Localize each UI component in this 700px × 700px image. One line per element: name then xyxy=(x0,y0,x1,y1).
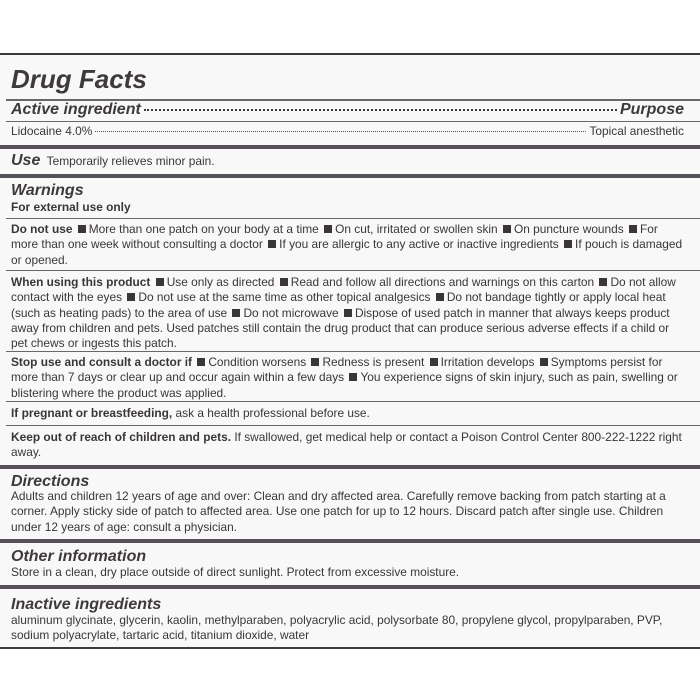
warnings-rule xyxy=(6,218,700,219)
use-text: Temporarily relieves minor pain. xyxy=(46,154,215,168)
bullet-icon xyxy=(503,225,511,233)
stop-use-item: Symptoms persist for more than 7 days or clear up and occur again within a few days xyxy=(11,355,663,385)
active-ingredient-header xyxy=(11,101,684,119)
inactive-heading: Inactive ingredients xyxy=(11,596,162,613)
warnings-rule xyxy=(6,351,700,352)
keep-out-block xyxy=(11,430,688,461)
bullet-icon xyxy=(430,358,438,366)
stop-use-item: Condition worsens xyxy=(208,355,307,369)
do-not-use-block xyxy=(11,222,688,268)
stop-use-item: Redness is present xyxy=(322,355,425,369)
other-info-text: Store in a clean, dry place outside of direct sunlight. Protect from excessive moisture. xyxy=(11,565,460,579)
drug-facts-panel xyxy=(0,53,700,649)
bullet-icon xyxy=(629,225,637,233)
warnings-subheading: For external use only xyxy=(11,200,131,214)
section-divider xyxy=(0,585,700,589)
stop-use-item: Irritation develops xyxy=(440,355,535,369)
pregnant-block xyxy=(11,406,688,421)
do-not-use-item: On cut, irritated or swollen skin xyxy=(335,222,498,236)
active-rule xyxy=(6,121,700,122)
section-divider xyxy=(0,465,700,469)
warnings-rule xyxy=(6,401,700,402)
bullet-icon xyxy=(197,358,205,366)
when-using-label: When using this product xyxy=(11,275,151,289)
when-using-item: Dispose of used patch in manner that always keeps product away from children and pets. Used patches still contain the drug product that can produce serious adverse effects if a child or pet chews or ingests this patch. xyxy=(11,305,670,351)
when-using-block xyxy=(11,275,688,351)
directions-heading: Directions xyxy=(11,473,90,490)
bullet-icon xyxy=(324,225,332,233)
bullet-icon xyxy=(436,293,444,301)
keep-out-label: Keep out of reach of children and pets. xyxy=(11,430,232,444)
when-using-item: Read and follow all directions and warnings on this carton xyxy=(290,275,595,289)
bullet-icon xyxy=(268,240,276,248)
inactive-text: aluminum glycinate, glycerin, kaolin, methylparaben, polyacrylic acid, polysorbate 80, propylene glycol, propylparaben, PVP, sodium polyacrylate, tartaric acid, titanium dioxide, water xyxy=(11,613,663,643)
do-not-use-label: Do not use xyxy=(11,222,73,236)
purpose-label: Purpose xyxy=(619,101,684,118)
section-divider xyxy=(0,145,700,149)
directions-text: Adults and children 12 years of age and over: Clean and dry affected area. Carefully remove backing from patch starting at a corner. Apply sticky side of patch to affected area. Use one patch for up to 12 hours. Discard patch after single use. Children under 12 years of age: consult a physician. xyxy=(11,489,666,534)
do-not-use-item: If you are allergic to any active or inactive ingredients xyxy=(279,237,559,252)
active-ingredient-row xyxy=(11,124,684,138)
warnings-heading: Warnings xyxy=(11,182,84,199)
bullet-icon xyxy=(540,358,548,366)
leader-dots xyxy=(144,109,617,111)
stop-use-label: Stop use and consult a doctor if xyxy=(11,355,193,369)
ingredient-name: Lidocaine 4.0% xyxy=(11,124,93,138)
pregnant-text: ask a health professional before use. xyxy=(175,406,370,420)
leader-dots xyxy=(95,131,586,132)
bullet-icon xyxy=(564,240,572,248)
pregnant-label: If pregnant or breastfeeding, xyxy=(11,406,173,420)
use-heading: Use xyxy=(11,152,41,169)
do-not-use-item: If pouch is damaged or opened. xyxy=(11,237,683,267)
bullet-icon xyxy=(156,278,164,286)
bullet-icon xyxy=(344,309,352,317)
when-using-item: Do not bandage tightly or apply local heat (such as heating pads) to the area of use xyxy=(11,290,666,320)
do-not-use-item: On puncture wounds xyxy=(513,222,624,236)
when-using-item: Use only as directed xyxy=(166,275,275,289)
drug-facts-title: Drug Facts xyxy=(11,64,147,94)
ingredient-purpose: Topical anesthetic xyxy=(589,124,684,138)
stop-use-item: You experience signs of skin injury, such as pain, swelling or blistering where the product was applied. xyxy=(11,370,678,400)
bullet-icon xyxy=(232,309,240,317)
bullet-icon xyxy=(311,358,319,366)
bullet-icon xyxy=(78,225,86,233)
section-divider xyxy=(0,174,700,178)
section-divider xyxy=(0,539,700,543)
other-info-heading: Other information xyxy=(11,548,147,565)
warnings-rule xyxy=(6,425,700,426)
when-using-item: Do not allow contact with the eyes xyxy=(11,275,676,305)
active-ingredient-label: Active ingredient xyxy=(11,101,141,118)
warnings-rule xyxy=(6,270,700,271)
bullet-icon xyxy=(599,278,607,286)
use-section xyxy=(11,152,688,170)
bullet-icon xyxy=(280,278,288,286)
do-not-use-item: For more than one week without consulting a doctor xyxy=(11,222,658,252)
keep-out-text: If swallowed, get medical help or contact a Poison Control Center 800-222-1222 right away. xyxy=(11,430,682,460)
when-using-item: Do not use at the same time as other topical analgesics xyxy=(138,290,431,305)
when-using-item: Do not microwave xyxy=(243,305,339,320)
bullet-icon xyxy=(127,293,135,301)
stop-use-block xyxy=(11,355,688,401)
do-not-use-item: More than one patch on your body at a time xyxy=(88,222,319,236)
bullet-icon xyxy=(349,373,357,381)
